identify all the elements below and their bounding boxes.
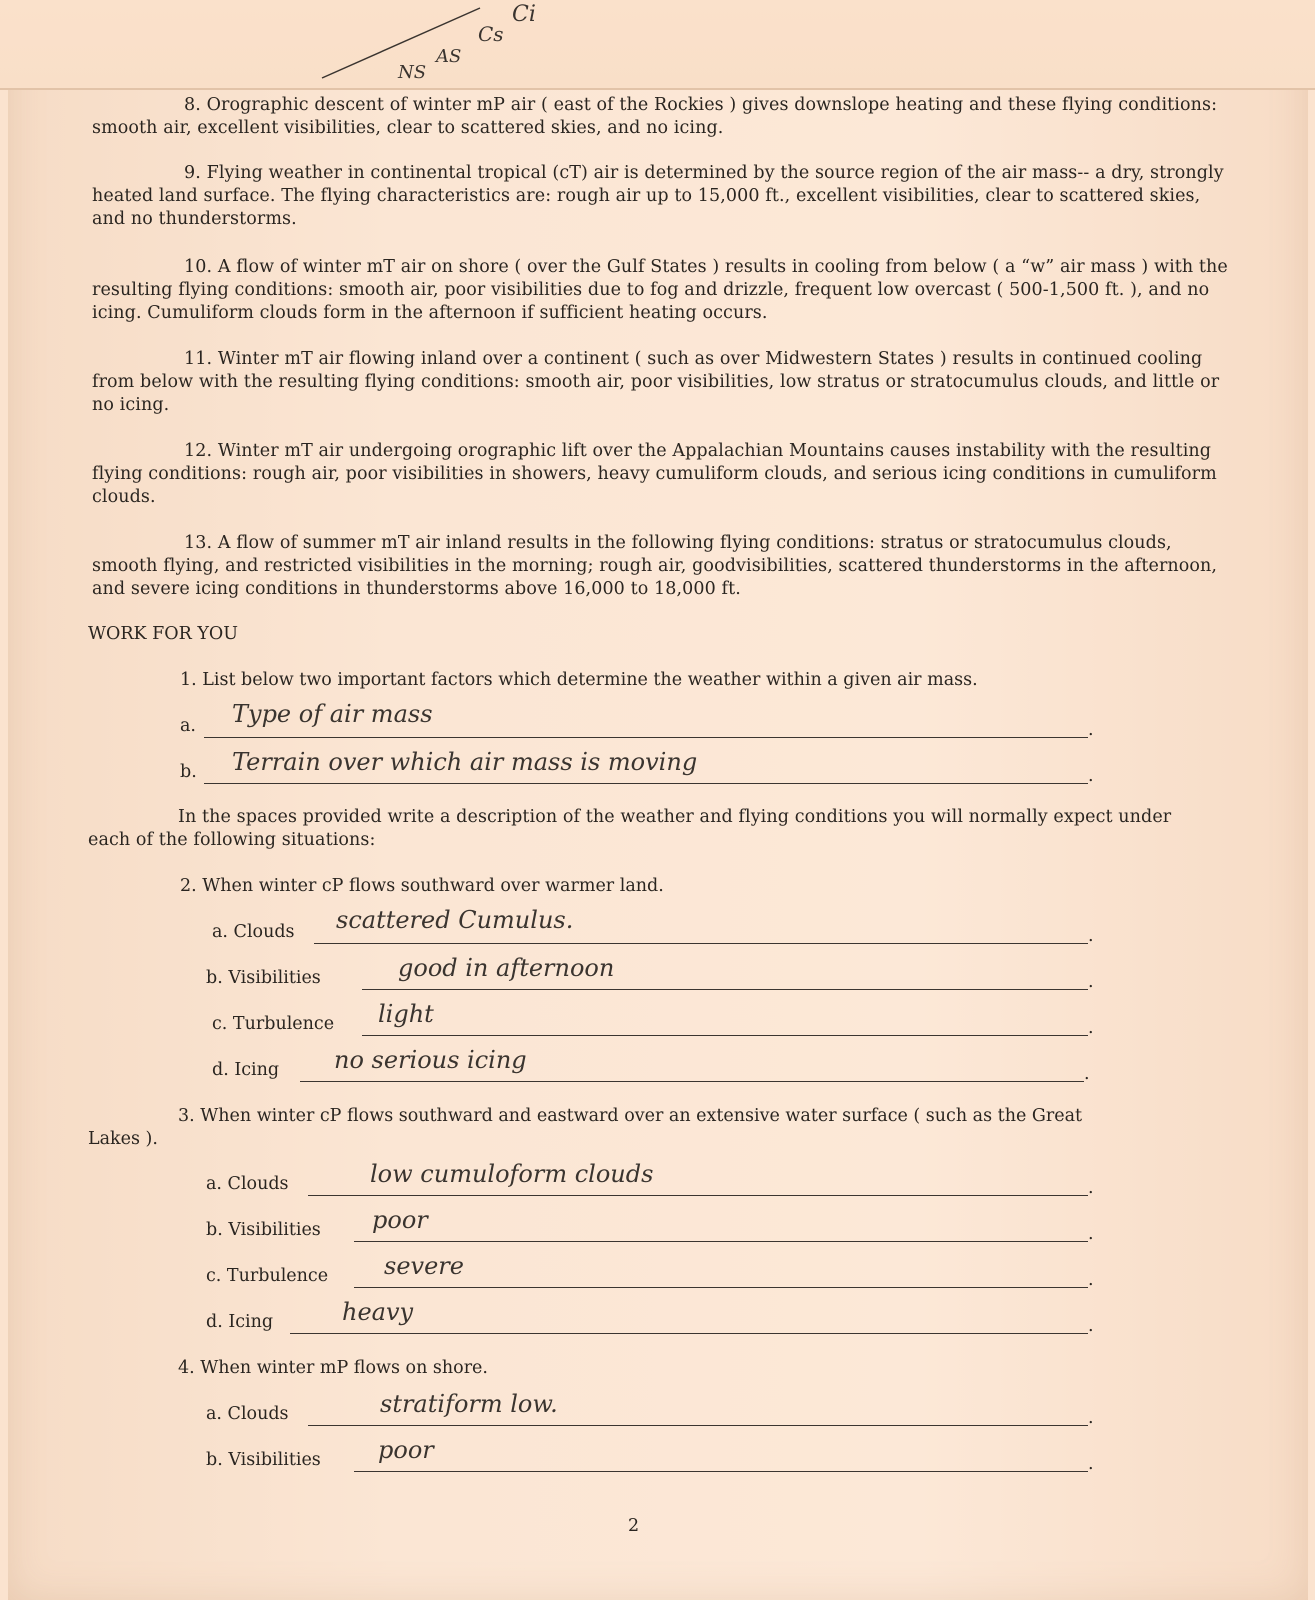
q3-clouds-answer[interactable]: low cumuloform clouds <box>370 1160 654 1188</box>
q3-icing-answer[interactable]: heavy <box>342 1298 414 1326</box>
q2-turbulence-answer[interactable]: light <box>378 1000 434 1028</box>
q1-b-answer[interactable]: Terrain over which air mass is moving <box>232 748 698 776</box>
q2-icing-line[interactable] <box>300 1081 1084 1082</box>
line-period: . <box>1088 972 1094 992</box>
q4-clouds-label: a. Clouds <box>206 1404 289 1424</box>
page-number: 2 <box>628 1516 640 1536</box>
line-period: . <box>1088 926 1094 946</box>
paragraph-8 <box>92 94 1232 140</box>
paragraph-12 <box>92 440 1232 509</box>
q2-turbulence-label: c. Turbulence <box>212 1014 335 1034</box>
q3-prompt: 3. When winter cP flows southward and eastward over an extensive water surface ( such as the Great <box>178 1106 1083 1126</box>
line-period: . <box>1088 1270 1094 1290</box>
paragraph-number: 10. <box>184 257 213 277</box>
q3-prompt-continued: Lakes ). <box>88 1129 158 1149</box>
paragraph-10 <box>92 256 1232 325</box>
q2-clouds-line[interactable] <box>314 943 1088 944</box>
annotation-ci: Ci <box>512 2 536 27</box>
q3-icing-line[interactable] <box>290 1333 1088 1334</box>
paragraph-text: Orographic descent of winter mP air ( east of the Rockies ) gives downslope heating and these flying conditions: smooth air, excellent visibilities, clear to scattered skies, and no icing. <box>92 95 1218 138</box>
paragraph-text: Winter mT air flowing inland over a continent ( such as over Midwestern States ) results in continued cooling from below with the resulting flying conditions: smooth air, poor visibilities, low stratus or stratocumulus clouds, and little or no icing. <box>92 349 1220 415</box>
q3-turbulence-line[interactable] <box>354 1287 1088 1288</box>
q3-turbulence-answer[interactable]: severe <box>384 1252 464 1280</box>
q2-visibilities-line[interactable] <box>362 989 1088 990</box>
paragraph-number: 9. <box>184 163 201 183</box>
line-period: . <box>1088 1018 1094 1038</box>
q2-turbulence-line[interactable] <box>362 1035 1088 1036</box>
q2-icing-answer[interactable]: no serious icing <box>334 1046 527 1074</box>
q1-a-label: a. <box>180 716 196 736</box>
q2-clouds-label: a. Clouds <box>212 922 295 942</box>
q2-visibilities-answer[interactable]: good in afternoon <box>398 954 615 982</box>
line-period: . <box>1088 1178 1094 1198</box>
paragraph-text: A flow of winter mT air on shore ( over the Gulf States ) results in cooling from below ( a “w” air mass ) with the resulting flying conditions: smooth air, poor visibilities due to fog and drizzle, frequent low overcast ( 500-1,500 ft. ), and no icing. Cumuliform clouds form in the afternoon if sufficient heating occurs. <box>92 257 1228 323</box>
q1-a-answer[interactable]: Type of air mass <box>232 700 433 728</box>
q4-visibilities-label: b. Visibilities <box>206 1450 321 1470</box>
line-period: . <box>1084 1064 1090 1084</box>
paragraph-13 <box>92 532 1232 601</box>
line-period: . <box>1088 1224 1094 1244</box>
paragraph-11 <box>92 348 1232 417</box>
line-period: . <box>1088 1408 1094 1428</box>
paragraph-number: 11. <box>184 349 213 369</box>
paragraph-text: Winter mT air undergoing orographic lift over the Appalachian Mountains causes instability with the resulting flying conditions: rough air, poor visibilities in showers, heavy cumuliform clouds, and serious icing conditions in cumuliform clouds. <box>92 441 1217 507</box>
paragraph-number: 12. <box>184 441 213 461</box>
annotation-ns: NS <box>398 62 427 83</box>
q2-clouds-answer[interactable]: scattered Cumulus. <box>336 906 574 934</box>
q3-visibilities-label: b. Visibilities <box>206 1220 321 1240</box>
q3-clouds-line[interactable] <box>308 1195 1088 1196</box>
annotation-cs: Cs <box>478 22 504 46</box>
q1-b-label: b. <box>180 762 197 782</box>
annotation-as: AS <box>436 46 462 67</box>
q4-clouds-line[interactable] <box>308 1425 1088 1426</box>
q2-icing-label: d. Icing <box>212 1060 280 1080</box>
paragraph-number: 13. <box>184 533 213 553</box>
q4-prompt: 4. When winter mP flows on shore. <box>178 1358 488 1378</box>
paragraph-9 <box>92 162 1232 231</box>
instructions <box>88 806 1188 852</box>
q3-turbulence-label: c. Turbulence <box>206 1266 329 1286</box>
instructions-text: In the spaces provided write a description of the weather and flying conditions you will normally expect under each of the following situations: <box>88 807 1172 850</box>
q3-icing-label: d. Icing <box>206 1312 274 1332</box>
line-period: . <box>1088 1316 1094 1336</box>
q4-visibilities-line[interactable] <box>354 1471 1088 1472</box>
line-period: . <box>1088 720 1094 740</box>
line-period: . <box>1088 766 1094 786</box>
section-heading: WORK FOR YOU <box>88 624 239 644</box>
q2-visibilities-label: b. Visibilities <box>206 968 321 988</box>
q1-prompt: 1. List below two important factors which determine the weather within a given air mass. <box>180 670 978 690</box>
q1-a-answer-line[interactable] <box>204 737 1088 738</box>
q3-visibilities-line[interactable] <box>354 1241 1088 1242</box>
q3-visibilities-answer[interactable]: poor <box>372 1206 428 1234</box>
q1-b-answer-line[interactable] <box>204 783 1088 784</box>
q4-visibilities-answer[interactable]: poor <box>378 1436 434 1464</box>
q3-clouds-label: a. Clouds <box>206 1174 289 1194</box>
paragraph-text: Flying weather in continental tropical (cT) air is determined by the source region of the air mass-- a dry, strongly heated land surface. The flying characteristics are: rough air up to 15,000 ft., excellent visibilities, clear to scattered skies, and no thunderstorms. <box>92 163 1224 229</box>
q2-prompt: 2. When winter cP flows southward over warmer land. <box>180 876 664 896</box>
q4-clouds-answer[interactable]: stratiform low. <box>380 1390 558 1418</box>
line-period: . <box>1088 1454 1094 1474</box>
paragraph-text: A flow of summer mT air inland results in the following flying conditions: stratus or stratocumulus clouds, smooth flying, and restricted visibilities in the morning; rough air, goodvisibilities, scattered thunderstorms in the afternoon, and severe icing conditions in thunderstorms above 16,000 to 18,000 ft. <box>92 533 1218 599</box>
paragraph-number: 8. <box>184 95 201 115</box>
